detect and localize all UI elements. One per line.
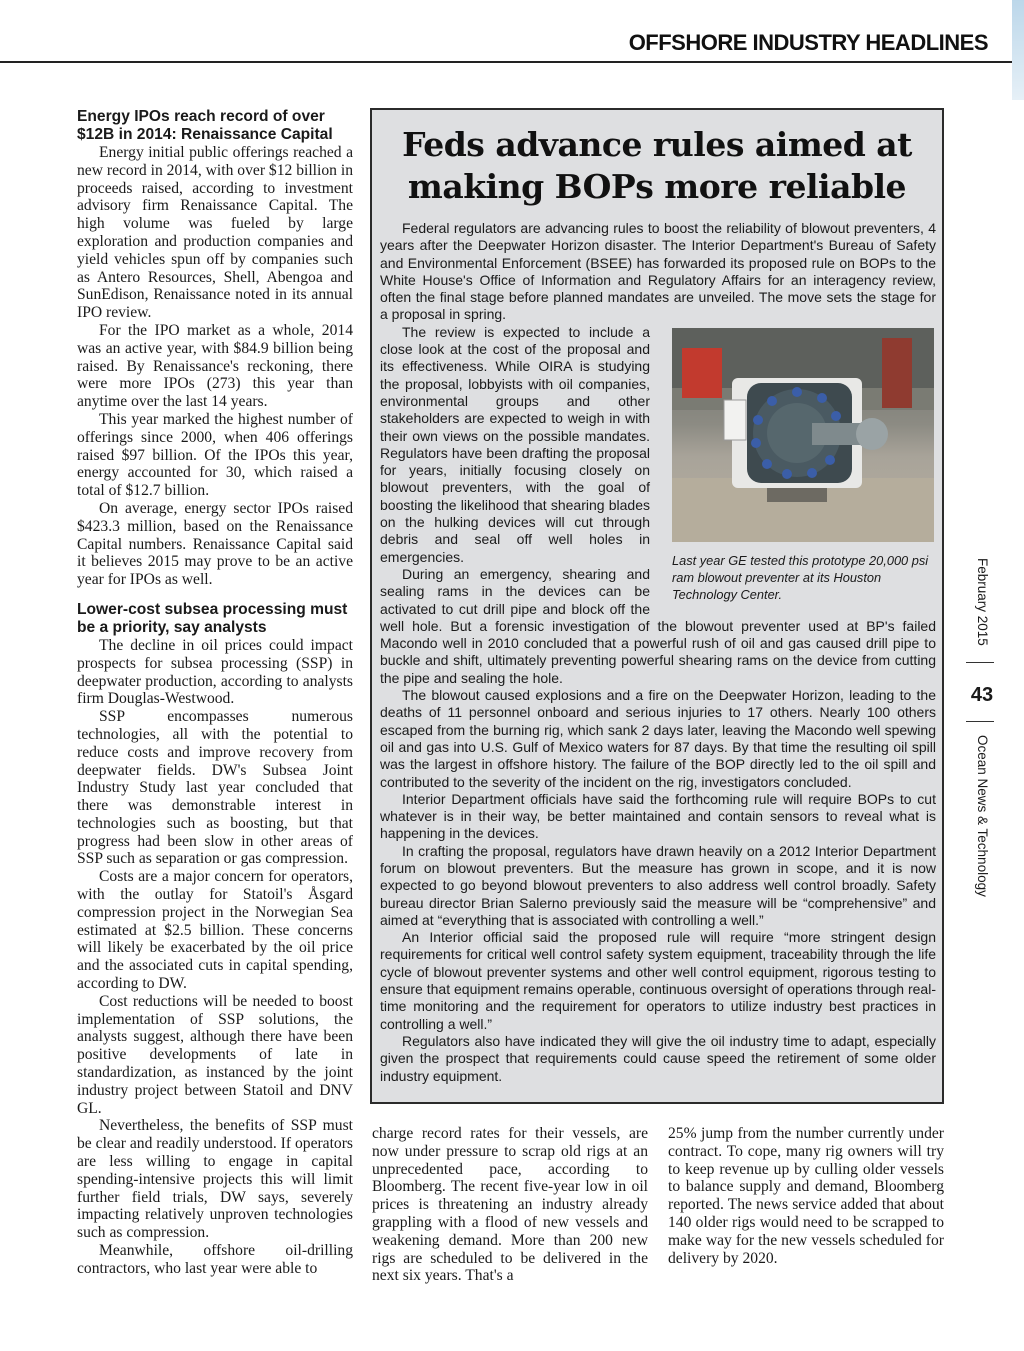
article2-paragraph: SSP encompasses numerous technologies, all with the potential to reduce costs and improve recovery from deepwater fields. DW's Subsea Joint Industry Study last year concluded that there was demonstrable interest in technologies such as boosting, but that progress had been slow in other areas of SSP such as separation or gas compression. [77, 708, 353, 868]
article1-paragraph: Energy initial public offerings reached a new record in 2014, with over $12 billion in proceeds raised, according to investment advisory firm Renaissance Capital. The high volume was fueled by large exploration and production companies and yield vehicles spun off by companies such as Antero Resources, Shell, Abengoa and SunEdison, Renaissance noted in its annual IPO review. [77, 144, 353, 322]
section-title: OFFSHORE INDUSTRY HEADLINES [628, 30, 988, 55]
sidebar-divider [966, 721, 994, 722]
continuation-text: charge record rates for their vessels, are now under pressure to scrap old rigs at an unprecedented pace, according to Bloomberg. The recent five-year low in oil prices is threatening an industry already grappling with a flood of new vessels and weakening demand. More than 200 new rigs are scheduled to be delivered in the next six years. That's a [372, 1125, 648, 1285]
page-number: 43 [970, 684, 994, 706]
issue-date [972, 558, 992, 658]
photo-caption: Last year GE tested this prototype 20,000 psi ram blowout preventer at its Houston Technology Center. [672, 552, 929, 602]
continuation-column-3 [668, 1125, 944, 1267]
feature-box [370, 108, 944, 1104]
article2-paragraph: Costs are a major concern for operators, with the outlay for Statoil's Åsgard compression project in the Norwegian Sea estimated at $2.5 billion. These concerns will likely be exacerbated by the oil price and the associated cuts in capital spending, according to DW. [77, 868, 353, 993]
article1-paragraph: For the IPO market as a whole, 2014 was an active year, with $84.9 billion being raised. By Renaissance's reckoning, there were more IPOs (273) this year than anytime over the last 14 years. [77, 321, 353, 411]
feature-paragraph: Federal regulators are advancing rules to boost the reliability of blowout preventers, 4 years after the Deepwater Horizon disaster. The Interior Department's Bureau of Safety and Environmental Enforcement (BSEE) has forwarded its proposed rule on BOPs to the White House's Office of Information and Regulatory Affairs for an interagency review, often the final stage before planned mandates are unveiled. The move sets the stage for a proposal in spring. [380, 220, 936, 323]
feature-paragraph: In crafting the proposal, regulators have drawn heavily on a 2012 Interior Department forum on blowout preventers. But the measure has grown in scope, and it is now expected to go beyond blowout preventers to also address well control broadly. Safety bureau director Brian Salerno previously said the measure will be “comprehensive” and aimed at “everything that is associated with controlling a well.” [380, 842, 936, 928]
feature-paragraph: An Interior official said the proposed rule will require “more stringent design requirements for critical well control safety system equipment, traceability through the life cycle of blowout preventer systems and other well control equipment, rigorous testing to ensure that equipment remains operable, continuous oversight of operations through real-time monitoring and the requirement for operators to utilize industry best practices in controlling a well.” [380, 929, 936, 1032]
feature-paragraph: The blowout caused explosions and a fire on the Deepwater Horizon, leading to the deaths of 11 personnel onboard and serious injuries to 17 others. Nearly 100 others escaped from the burning rig, which sank 2 days later, leaving the Macondo well spewing oil and gas into U.S. Gulf of Mexico waters for 87 days. By that time the resulting oil spill was the largest in offshore history. The failure of the BOP directly led to the oil spill and contributed to the severity of the incident on the rig, investigators concluded. [380, 687, 936, 790]
left-column [77, 108, 353, 1278]
feature-paragraph: Regulators also have indicated they will give the oil industry time to adapt, especially given the prospect that requirements could cause speed the retirement of some older industry equipment. [380, 1032, 936, 1084]
page-edge-tab [1012, 0, 1024, 100]
continuation-text: 25% jump from the number currently under contract. To cope, many rig owners will try to keep revenue up by culling older vessels to balance supply and demand, Bloomberg reported. The news service added that about 140 older rigs would need to be scrapped to make way for the new vessels scheduled for delivery by 2020. [668, 1125, 944, 1267]
feature-figure [660, 328, 936, 603]
blowout-preventer-illustration [672, 328, 934, 542]
feature-body [380, 220, 936, 1085]
feature-headline: Feds advance rules aimed at making BOPs more reliable [402, 125, 912, 206]
feature-paragraph: During an emergency, shearing and sealing rams in the devices can be activated to cut drill pipe and block off the well hole. But a forensic investigation of the blowout preventer used at BP's failed Macondo well in 2010 concluded that a powerful rush of oil and gas caused drill pipe to buckle and shift, ultimately preventing powerful shearing rams on the device from cutting the pipe and sealing the hole. [380, 565, 936, 686]
article2-headline: Lower-cost subsea processing must be a priority, say analysts [77, 600, 348, 636]
feature-paragraph: Interior Department officials have said the forthcoming rule will require BOPs to cut whatever is in their way, be better maintained and contain sensors to reveal what is happening in the devices. [380, 790, 936, 842]
article1-headline: Energy IPOs reach record of over $12B in 2014: Renaissance Capital [77, 108, 333, 143]
magazine-name-text: Ocean News & Technology [975, 735, 990, 897]
article2-paragraph: Nevertheless, the benefits of SSP must be clear and readily understood. If operators are less willing to engage in capital spending-intensive projects this will limit further field trials, DW says, severely impacting relatively unproven technologies such as compression. [77, 1117, 353, 1242]
header-divider [0, 61, 1012, 63]
issue-date-text: February 2015 [975, 558, 990, 646]
sidebar-divider [966, 662, 994, 663]
article2-paragraph: Cost reductions will be needed to boost implementation of SSP solutions, the analysts suggest, although there have been positive developments of late in standardization, as instanced by the joint industry project between Statoil and DNV GL. [77, 992, 353, 1117]
article2-paragraph: Meanwhile, offshore oil-drilling contractors, who last year were able to [77, 1242, 353, 1277]
feature-paragraph: The review is expected to include a close look at the cost of the proposal and its effectiveness. While OIRA is studying the proposal, lobbyists with oil companies, environmental groups and other stakeholders are expected to weigh in with their own views on the possible mandates. Regulators have been drafting the proposal for years, initially focusing closely on blowout preventers, with the goal of boosting the likelihood that shearing blades on the hulking devices will cut through debris and seal off well holes in emergencies. [380, 323, 650, 565]
article1-paragraph: This year marked the highest number of offerings since 2000, when 406 offerings raised $97 billion. Of the IPOs this year, energy accounted for 30, which raised a total of $12.7 billion. [77, 410, 353, 500]
blowout-preventer-photo [672, 328, 934, 542]
article2-paragraph: The decline in oil prices could impact prospects for subsea processing (SSP) in deepwater production, according to analysts firm Douglas-Westwood. [77, 636, 353, 708]
continuation-column-2 [372, 1125, 648, 1285]
magazine-name [972, 735, 992, 925]
article1-paragraph: On average, energy sector IPOs raised $423.3 million, based on the Renaissance Capital numbers. Renaissance Capital said it believes 2015 may prove to be an active year for IPOs as well. [77, 499, 353, 589]
